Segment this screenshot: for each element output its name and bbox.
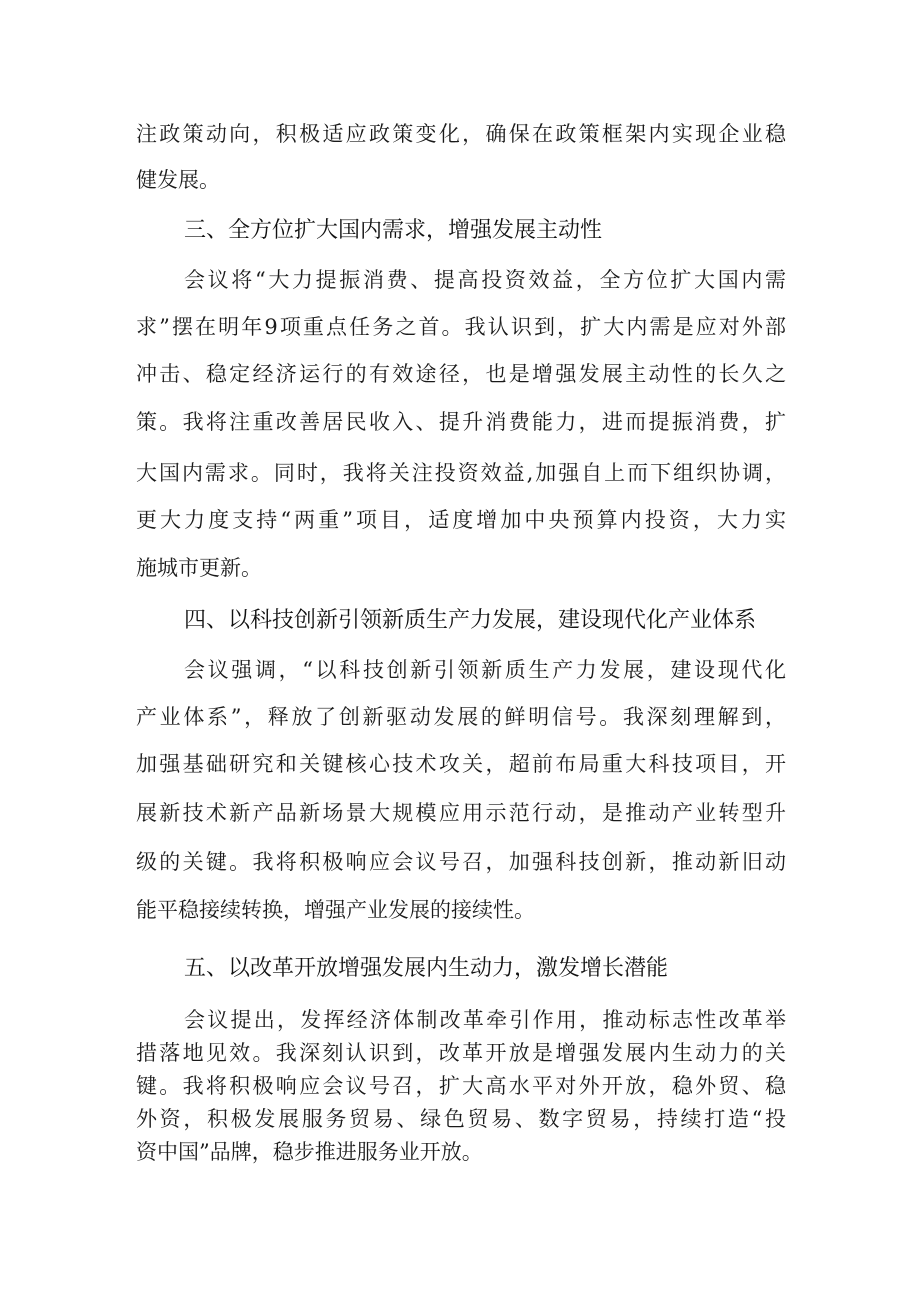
section-5-line-1: 会议提出，发挥经济体制改革牵引作用，推动标志性改革举: [184, 1008, 786, 1032]
section-4-line-2: 产业体系”，释放了创新驱动发展的鲜明信号。我深刻理解到，: [136, 705, 786, 729]
section-5-line-3: 键。我将积极响应会议号召，扩大高水平对外开放，稳外贸、稳: [136, 1074, 786, 1098]
section-5-line-2: 措落地见效。我深刻认识到，改革开放是增强发展内生动力的关: [136, 1041, 786, 1065]
section-3-line-3: 冲击、稳定经济运行的有效途径，也是增强发展主动性的长久之: [136, 362, 786, 386]
section-3-line-5: 大国内需求。同时，我将关注投资效益,加强自上而下组织协调，: [136, 461, 786, 485]
section-3-line-1: 会议将“大力提振消费、提高投资效益，全方位扩大国内需: [184, 268, 786, 292]
section-4-line-5: 级的关键。我将积极响应会议号召，加强科技创新，推动新旧动: [136, 850, 786, 874]
section-4-line-3: 加强基础研究和关键核心技术攻关，超前布局重大科技项目，开: [136, 752, 786, 776]
section-5-line-4: 外资，积极发展服务贸易、绿色贸易、数字贸易，持续打造“投: [136, 1107, 786, 1131]
intro-line-2: 健发展。: [136, 168, 220, 192]
section-4-heading: 四、以科技创新引领新质生产力发展，建设现代化产业体系: [184, 608, 757, 633]
section-4-line-6: 能平稳接续转换，增强产业发展的接续性。: [136, 898, 535, 922]
section-3-line-7: 施城市更新。: [136, 556, 262, 580]
section-4-line-4: 展新技术新产品新场景大规模应用示范行动，是推动产业转型升: [136, 801, 786, 825]
section-5-heading: 五、以改革开放增强发展内生动力，激发增长潜能: [184, 956, 669, 981]
section-3-heading: 三、全方位扩大国内需求，增强发展主动性: [184, 218, 603, 243]
section-3-line-6: 更大力度支持“两重”项目，适度增加中央预算内投资，大力实: [136, 508, 786, 532]
section-4-line-1: 会议强调，“以科技创新引领新质生产力发展，建设现代化: [184, 658, 786, 682]
section-3-line-2: 求”摆在明年9项重点任务之首。我认识到，扩大内需是应对外部: [136, 315, 786, 339]
section-3-line-4: 策。我将注重改善居民收入、提升消费能力，进而提振消费，扩: [136, 410, 786, 434]
intro-line-1: 注政策动向，积极适应政策变化，确保在政策框架内实现企业稳: [136, 122, 786, 146]
section-5-line-5: 资中国”品牌，稳步推进服务业开放。: [136, 1140, 483, 1164]
